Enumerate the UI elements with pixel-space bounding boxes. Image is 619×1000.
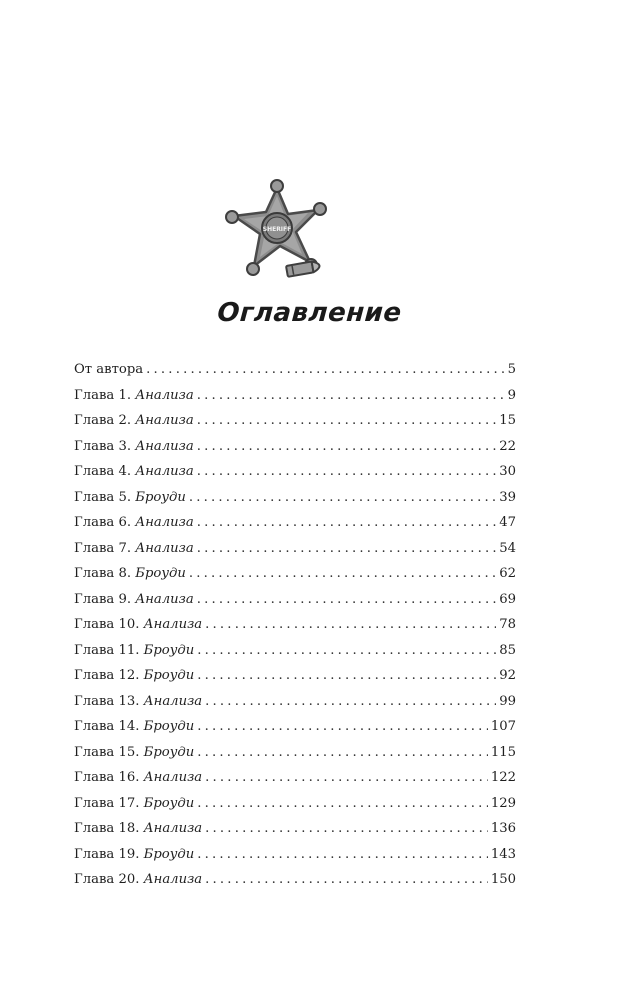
page-number: 129 — [490, 795, 516, 811]
page-number: 99 — [499, 693, 516, 709]
toc-entry-label — [74, 510, 194, 536]
page-number: 136 — [490, 821, 516, 836]
table-of-contents — [74, 357, 516, 893]
page-number: 92 — [499, 668, 516, 683]
toc-entry[interactable] — [74, 689, 516, 715]
dot-leader — [197, 536, 496, 562]
toc-entry-label — [74, 485, 186, 511]
chapter-number: Глава 14. — [74, 719, 140, 734]
chapter-number: От автора — [74, 362, 144, 377]
dot-leader — [205, 612, 496, 638]
dot-leader — [146, 357, 504, 383]
chapter-number: Глава 15. — [74, 744, 140, 760]
toc-entry-label — [74, 561, 186, 587]
page-number: 85 — [499, 642, 516, 658]
dot-leader — [197, 587, 496, 613]
chapter-narrator: Броуди — [135, 566, 186, 581]
toc-entry-label — [74, 408, 194, 434]
toc-entry-label — [74, 791, 194, 817]
page-number: 39 — [499, 489, 516, 505]
chapter-narrator: Анализа — [135, 515, 194, 530]
chapter-narrator: Броуди — [143, 795, 195, 811]
page-title: Оглавление — [216, 298, 403, 328]
bullet-icon — [286, 260, 320, 277]
chapter-number: Глава 11. — [74, 642, 140, 658]
dot-leader — [205, 867, 488, 893]
page-number: 122 — [490, 770, 516, 785]
dot-leader — [197, 842, 488, 868]
toc-entry-label — [74, 459, 194, 485]
chapter-narrator: Броуди — [143, 719, 195, 734]
toc-entry-label — [74, 587, 194, 613]
chapter-number: Глава 17. — [74, 795, 140, 811]
dot-leader — [205, 689, 496, 715]
toc-entry-label — [74, 612, 202, 638]
page-number: 47 — [499, 515, 516, 530]
toc-entry[interactable] — [74, 816, 516, 842]
chapter-narrator: Анализа — [143, 821, 203, 836]
chapter-narrator: Анализа — [135, 413, 194, 428]
chapter-number: Глава 1. — [74, 387, 132, 403]
toc-entry[interactable] — [74, 510, 516, 536]
chapter-number: Глава 13. — [74, 693, 140, 709]
chapter-number: Глава 12. — [74, 668, 140, 683]
page-number: 22 — [499, 438, 516, 454]
toc-entry[interactable] — [74, 740, 516, 766]
page-number: 54 — [499, 540, 516, 556]
chapter-number: Глава 10. — [74, 617, 140, 632]
chapter-number: Глава 16. — [74, 770, 140, 785]
dot-leader — [197, 714, 488, 740]
toc-entry-label — [74, 765, 202, 791]
toc-entry-label — [74, 740, 194, 766]
page-number: 78 — [499, 617, 516, 632]
chapter-narrator: Анализа — [143, 872, 203, 887]
toc-entry-label — [74, 714, 194, 740]
dot-leader — [197, 510, 496, 536]
dot-leader — [197, 791, 488, 817]
dot-leader — [197, 383, 505, 409]
page-number: 107 — [490, 719, 516, 734]
chapter-number: Глава 19. — [74, 846, 140, 862]
toc-entry[interactable] — [74, 791, 516, 817]
toc-entry[interactable] — [74, 485, 516, 511]
chapter-narrator: Анализа — [135, 540, 194, 556]
chapter-narrator: Анализа — [135, 591, 194, 607]
chapter-narrator: Броуди — [143, 642, 195, 658]
chapter-narrator: Броуди — [143, 668, 195, 683]
chapter-number: Глава 9. — [74, 591, 132, 607]
chapter-narrator: Анализа — [135, 438, 194, 454]
chapter-number: Глава 18. — [74, 821, 140, 836]
toc-entry[interactable] — [74, 638, 516, 664]
page-number: 143 — [490, 846, 516, 862]
toc-entry[interactable] — [74, 867, 516, 893]
page-number: 9 — [507, 387, 516, 403]
sheriff-star-badge-icon — [222, 170, 340, 288]
dot-leader — [197, 663, 496, 689]
page-number: 69 — [499, 591, 516, 607]
svg-text:SHERIFF: SHERIFF — [262, 226, 292, 233]
toc-entry-label — [74, 638, 194, 664]
toc-entry-label — [74, 867, 202, 893]
page-number: 15 — [499, 413, 516, 428]
page-number: 30 — [499, 464, 516, 479]
toc-entry[interactable] — [74, 842, 516, 868]
page-number: 62 — [499, 566, 516, 581]
toc-entry-label — [74, 842, 194, 868]
chapter-narrator: Броуди — [135, 489, 186, 505]
chapter-narrator: Анализа — [143, 693, 203, 709]
chapter-narrator: Броуди — [143, 846, 195, 862]
page-number: 150 — [490, 872, 516, 887]
toc-entry[interactable] — [74, 459, 516, 485]
chapter-narrator: Анализа — [143, 770, 203, 785]
toc-entry[interactable] — [74, 714, 516, 740]
toc-entry-label — [74, 434, 194, 460]
chapter-narrator: Анализа — [143, 617, 203, 632]
toc-entry[interactable] — [74, 765, 516, 791]
dot-leader — [189, 485, 496, 511]
chapter-number: Глава 8. — [74, 566, 132, 581]
chapter-number: Глава 6. — [74, 515, 132, 530]
dot-leader — [197, 434, 496, 460]
toc-entry-label — [74, 383, 194, 409]
dot-leader — [205, 816, 488, 842]
toc-entry-label — [74, 663, 194, 689]
toc-entry[interactable] — [74, 612, 516, 638]
toc-entry-label — [74, 689, 202, 715]
chapter-narrator: Анализа — [135, 387, 194, 403]
chapter-narrator: Броуди — [143, 744, 195, 760]
chapter-number: Глава 20. — [74, 872, 140, 887]
toc-entry-label — [74, 357, 143, 383]
chapter-number: Глава 5. — [74, 489, 132, 505]
toc-entry[interactable] — [74, 587, 516, 613]
toc-entry[interactable] — [74, 561, 516, 587]
toc-entry[interactable] — [74, 357, 516, 383]
dot-leader — [205, 765, 488, 791]
dot-leader — [197, 459, 496, 485]
page-number: 5 — [507, 362, 516, 377]
toc-entry[interactable] — [74, 434, 516, 460]
dot-leader — [189, 561, 496, 587]
chapter-number: Глава 7. — [74, 540, 132, 556]
chapter-number: Глава 2. — [74, 413, 132, 428]
toc-entry[interactable] — [74, 536, 516, 562]
dot-leader — [197, 740, 488, 766]
dot-leader — [197, 408, 496, 434]
toc-entry[interactable] — [74, 408, 516, 434]
page-number: 115 — [490, 744, 516, 760]
toc-entry-label — [74, 536, 194, 562]
dot-leader — [197, 638, 496, 664]
toc-entry[interactable] — [74, 663, 516, 689]
toc-entry[interactable] — [74, 383, 516, 409]
chapter-number: Глава 4. — [74, 464, 132, 479]
chapter-narrator: Анализа — [135, 464, 194, 479]
chapter-number: Глава 3. — [74, 438, 132, 454]
toc-entry-label — [74, 816, 202, 842]
